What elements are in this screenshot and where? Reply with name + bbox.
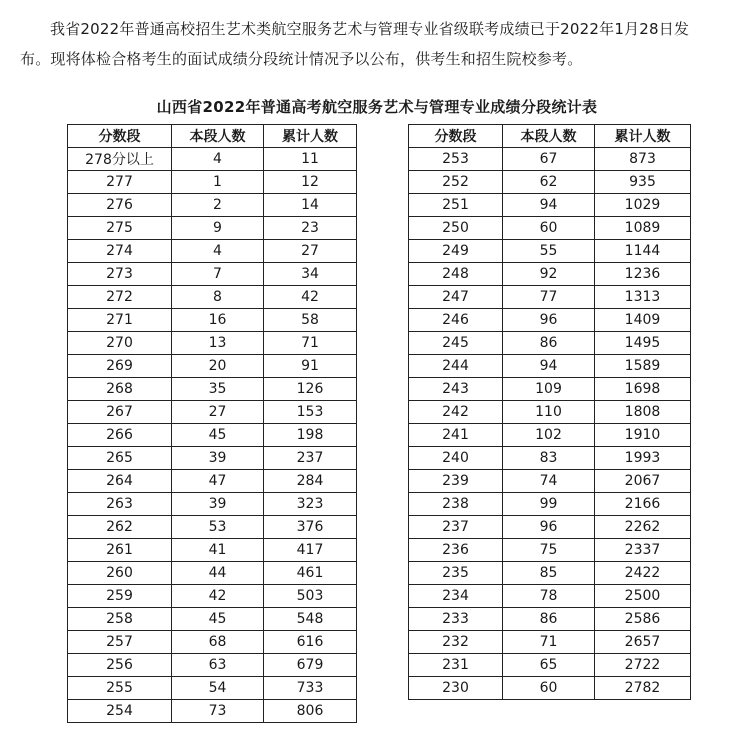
score-cell: 261 bbox=[68, 539, 172, 562]
table-row bbox=[68, 562, 357, 585]
table-row bbox=[409, 447, 691, 470]
count-cell: 7 bbox=[172, 263, 264, 286]
cumulative-cell: 1409 bbox=[595, 309, 691, 332]
table-row bbox=[68, 309, 357, 332]
score-cell: 272 bbox=[68, 286, 172, 309]
count-cell: 85 bbox=[503, 562, 595, 585]
cumulative-cell: 1698 bbox=[595, 378, 691, 401]
score-cell: 240 bbox=[409, 447, 503, 470]
cumulative-cell: 11 bbox=[264, 148, 357, 171]
count-cell: 92 bbox=[503, 263, 595, 286]
table-header-row bbox=[409, 125, 691, 148]
score-cell: 262 bbox=[68, 516, 172, 539]
count-cell: 39 bbox=[172, 447, 264, 470]
score-cell: 258 bbox=[68, 608, 172, 631]
table-row bbox=[68, 516, 357, 539]
table-row bbox=[409, 631, 691, 654]
table-row bbox=[409, 493, 691, 516]
count-cell: 86 bbox=[503, 608, 595, 631]
table-row bbox=[68, 608, 357, 631]
count-cell: 27 bbox=[172, 401, 264, 424]
table-row bbox=[409, 608, 691, 631]
count-cell: 44 bbox=[172, 562, 264, 585]
table-row bbox=[68, 240, 357, 263]
score-cell: 250 bbox=[409, 217, 503, 240]
count-cell: 110 bbox=[503, 401, 595, 424]
cumulative-cell: 2067 bbox=[595, 470, 691, 493]
table-row bbox=[409, 654, 691, 677]
count-cell: 4 bbox=[172, 240, 264, 263]
cumulative-cell: 417 bbox=[264, 539, 357, 562]
count-cell: 75 bbox=[503, 539, 595, 562]
cumulative-cell: 2722 bbox=[595, 654, 691, 677]
table-row bbox=[409, 378, 691, 401]
count-cell: 9 bbox=[172, 217, 264, 240]
cumulative-cell: 503 bbox=[264, 585, 357, 608]
count-cell: 62 bbox=[503, 171, 595, 194]
cumulative-cell: 2422 bbox=[595, 562, 691, 585]
score-cell: 267 bbox=[68, 401, 172, 424]
table-row bbox=[409, 240, 691, 263]
cumulative-cell: 12 bbox=[264, 171, 357, 194]
score-table-right bbox=[408, 124, 691, 700]
table-row bbox=[68, 493, 357, 516]
score-cell: 254 bbox=[68, 700, 172, 723]
cumulative-cell: 1589 bbox=[595, 355, 691, 378]
table-row bbox=[68, 424, 357, 447]
cumulative-cell: 323 bbox=[264, 493, 357, 516]
count-cell: 83 bbox=[503, 447, 595, 470]
score-cell: 260 bbox=[68, 562, 172, 585]
table-row bbox=[68, 194, 357, 217]
count-cell: 20 bbox=[172, 355, 264, 378]
table-row bbox=[68, 700, 357, 723]
score-cell: 236 bbox=[409, 539, 503, 562]
table-row bbox=[68, 401, 357, 424]
score-cell: 274 bbox=[68, 240, 172, 263]
table-row bbox=[409, 470, 691, 493]
table-row bbox=[409, 194, 691, 217]
cumulative-cell: 548 bbox=[264, 608, 357, 631]
table-row bbox=[68, 355, 357, 378]
score-cell: 256 bbox=[68, 654, 172, 677]
cumulative-cell: 2262 bbox=[595, 516, 691, 539]
score-cell: 248 bbox=[409, 263, 503, 286]
table-row bbox=[68, 332, 357, 355]
column-header-cumulative: 累计人数 bbox=[264, 125, 357, 148]
count-cell: 67 bbox=[503, 148, 595, 171]
score-cell: 253 bbox=[409, 148, 503, 171]
count-cell: 42 bbox=[172, 585, 264, 608]
table-row bbox=[409, 585, 691, 608]
score-cell: 251 bbox=[409, 194, 503, 217]
table-row bbox=[68, 286, 357, 309]
table-row bbox=[409, 332, 691, 355]
column-header-cumulative: 累计人数 bbox=[595, 125, 691, 148]
count-cell: 99 bbox=[503, 493, 595, 516]
cumulative-cell: 71 bbox=[264, 332, 357, 355]
count-cell: 102 bbox=[503, 424, 595, 447]
score-cell: 241 bbox=[409, 424, 503, 447]
cumulative-cell: 1144 bbox=[595, 240, 691, 263]
table-row bbox=[68, 654, 357, 677]
cumulative-cell: 58 bbox=[264, 309, 357, 332]
table-row bbox=[68, 585, 357, 608]
count-cell: 77 bbox=[503, 286, 595, 309]
cumulative-cell: 873 bbox=[595, 148, 691, 171]
score-cell: 271 bbox=[68, 309, 172, 332]
cumulative-cell: 153 bbox=[264, 401, 357, 424]
count-cell: 41 bbox=[172, 539, 264, 562]
score-cell: 230 bbox=[409, 677, 503, 700]
score-cell: 238 bbox=[409, 493, 503, 516]
table-title: 山西省2022年普通高考航空服务艺术与管理专业成绩分段统计表 bbox=[156, 98, 598, 116]
table-row bbox=[68, 631, 357, 654]
cumulative-cell: 91 bbox=[264, 355, 357, 378]
column-header-score: 分数段 bbox=[409, 125, 503, 148]
score-cell: 243 bbox=[409, 378, 503, 401]
score-cell: 269 bbox=[68, 355, 172, 378]
table-row bbox=[68, 263, 357, 286]
cumulative-cell: 1089 bbox=[595, 217, 691, 240]
cumulative-cell: 42 bbox=[264, 286, 357, 309]
score-cell: 252 bbox=[409, 171, 503, 194]
score-cell: 244 bbox=[409, 355, 503, 378]
table-row bbox=[409, 148, 691, 171]
cumulative-cell: 461 bbox=[264, 562, 357, 585]
score-cell: 278分以上 bbox=[68, 148, 172, 171]
count-cell: 109 bbox=[503, 378, 595, 401]
cumulative-cell: 2337 bbox=[595, 539, 691, 562]
cumulative-cell: 733 bbox=[264, 677, 357, 700]
cumulative-cell: 34 bbox=[264, 263, 357, 286]
count-cell: 47 bbox=[172, 470, 264, 493]
table-row bbox=[68, 677, 357, 700]
cumulative-cell: 27 bbox=[264, 240, 357, 263]
cumulative-cell: 14 bbox=[264, 194, 357, 217]
score-cell: 273 bbox=[68, 263, 172, 286]
count-cell: 39 bbox=[172, 493, 264, 516]
count-cell: 2 bbox=[172, 194, 264, 217]
score-cell: 266 bbox=[68, 424, 172, 447]
intro-line-1: 我省2022年普通高校招生艺术类航空服务艺术与管理专业省级联考成绩已于2022年1月28日发 bbox=[50, 20, 690, 38]
count-cell: 68 bbox=[172, 631, 264, 654]
cumulative-cell: 1029 bbox=[595, 194, 691, 217]
cumulative-cell: 23 bbox=[264, 217, 357, 240]
intro-paragraph bbox=[20, 14, 740, 74]
score-cell: 265 bbox=[68, 447, 172, 470]
count-cell: 86 bbox=[503, 332, 595, 355]
cumulative-cell: 198 bbox=[264, 424, 357, 447]
score-cell: 259 bbox=[68, 585, 172, 608]
intro-line-2: 布。现将体检合格考生的面试成绩分段统计情况予以公布，供考生和招生院校参考。 bbox=[20, 50, 583, 68]
cumulative-cell: 935 bbox=[595, 171, 691, 194]
table-row bbox=[68, 378, 357, 401]
count-cell: 96 bbox=[503, 516, 595, 539]
count-cell: 65 bbox=[503, 654, 595, 677]
table-row bbox=[409, 355, 691, 378]
score-cell: 246 bbox=[409, 309, 503, 332]
score-cell: 264 bbox=[68, 470, 172, 493]
cumulative-cell: 284 bbox=[264, 470, 357, 493]
count-cell: 1 bbox=[172, 171, 264, 194]
table-row bbox=[409, 401, 691, 424]
table-row bbox=[68, 447, 357, 470]
score-cell: 242 bbox=[409, 401, 503, 424]
cumulative-cell: 806 bbox=[264, 700, 357, 723]
cumulative-cell: 2782 bbox=[595, 677, 691, 700]
count-cell: 73 bbox=[172, 700, 264, 723]
score-cell: 239 bbox=[409, 470, 503, 493]
count-cell: 54 bbox=[172, 677, 264, 700]
count-cell: 94 bbox=[503, 355, 595, 378]
count-cell: 60 bbox=[503, 677, 595, 700]
count-cell: 13 bbox=[172, 332, 264, 355]
count-cell: 45 bbox=[172, 424, 264, 447]
score-cell: 276 bbox=[68, 194, 172, 217]
table-row bbox=[68, 470, 357, 493]
cumulative-cell: 2586 bbox=[595, 608, 691, 631]
count-cell: 45 bbox=[172, 608, 264, 631]
score-cell: 233 bbox=[409, 608, 503, 631]
score-table-left bbox=[67, 124, 357, 723]
table-row bbox=[68, 148, 357, 171]
cumulative-cell: 1993 bbox=[595, 447, 691, 470]
table-row bbox=[409, 562, 691, 585]
score-cell: 232 bbox=[409, 631, 503, 654]
table-row bbox=[409, 424, 691, 447]
table-row bbox=[409, 539, 691, 562]
count-cell: 4 bbox=[172, 148, 264, 171]
score-cell: 247 bbox=[409, 286, 503, 309]
cumulative-cell: 1910 bbox=[595, 424, 691, 447]
cumulative-cell: 2500 bbox=[595, 585, 691, 608]
table-header-row bbox=[68, 125, 357, 148]
score-cell: 235 bbox=[409, 562, 503, 585]
table-row bbox=[409, 286, 691, 309]
cumulative-cell: 616 bbox=[264, 631, 357, 654]
table-row bbox=[409, 309, 691, 332]
count-cell: 16 bbox=[172, 309, 264, 332]
cumulative-cell: 679 bbox=[264, 654, 357, 677]
score-cell: 275 bbox=[68, 217, 172, 240]
cumulative-cell: 237 bbox=[264, 447, 357, 470]
score-cell: 231 bbox=[409, 654, 503, 677]
score-cell: 277 bbox=[68, 171, 172, 194]
score-cell: 249 bbox=[409, 240, 503, 263]
cumulative-cell: 2166 bbox=[595, 493, 691, 516]
table-row bbox=[409, 677, 691, 700]
count-cell: 96 bbox=[503, 309, 595, 332]
table-row bbox=[68, 539, 357, 562]
count-cell: 63 bbox=[172, 654, 264, 677]
column-header-count: 本段人数 bbox=[503, 125, 595, 148]
column-header-score: 分数段 bbox=[68, 125, 172, 148]
cumulative-cell: 2657 bbox=[595, 631, 691, 654]
table-row bbox=[409, 217, 691, 240]
count-cell: 78 bbox=[503, 585, 595, 608]
count-cell: 60 bbox=[503, 217, 595, 240]
count-cell: 74 bbox=[503, 470, 595, 493]
column-header-count: 本段人数 bbox=[172, 125, 264, 148]
cumulative-cell: 1495 bbox=[595, 332, 691, 355]
count-cell: 71 bbox=[503, 631, 595, 654]
score-cell: 237 bbox=[409, 516, 503, 539]
score-cell: 270 bbox=[68, 332, 172, 355]
table-row bbox=[409, 516, 691, 539]
cumulative-cell: 376 bbox=[264, 516, 357, 539]
count-cell: 53 bbox=[172, 516, 264, 539]
score-cell: 268 bbox=[68, 378, 172, 401]
score-cell: 263 bbox=[68, 493, 172, 516]
cumulative-cell: 1313 bbox=[595, 286, 691, 309]
table-row bbox=[68, 171, 357, 194]
table-row bbox=[409, 263, 691, 286]
score-cell: 234 bbox=[409, 585, 503, 608]
score-cell: 255 bbox=[68, 677, 172, 700]
cumulative-cell: 1236 bbox=[595, 263, 691, 286]
score-cell: 257 bbox=[68, 631, 172, 654]
cumulative-cell: 1808 bbox=[595, 401, 691, 424]
cumulative-cell: 126 bbox=[264, 378, 357, 401]
table-row bbox=[409, 171, 691, 194]
count-cell: 8 bbox=[172, 286, 264, 309]
score-cell: 245 bbox=[409, 332, 503, 355]
count-cell: 35 bbox=[172, 378, 264, 401]
table-row bbox=[68, 217, 357, 240]
count-cell: 55 bbox=[503, 240, 595, 263]
count-cell: 94 bbox=[503, 194, 595, 217]
